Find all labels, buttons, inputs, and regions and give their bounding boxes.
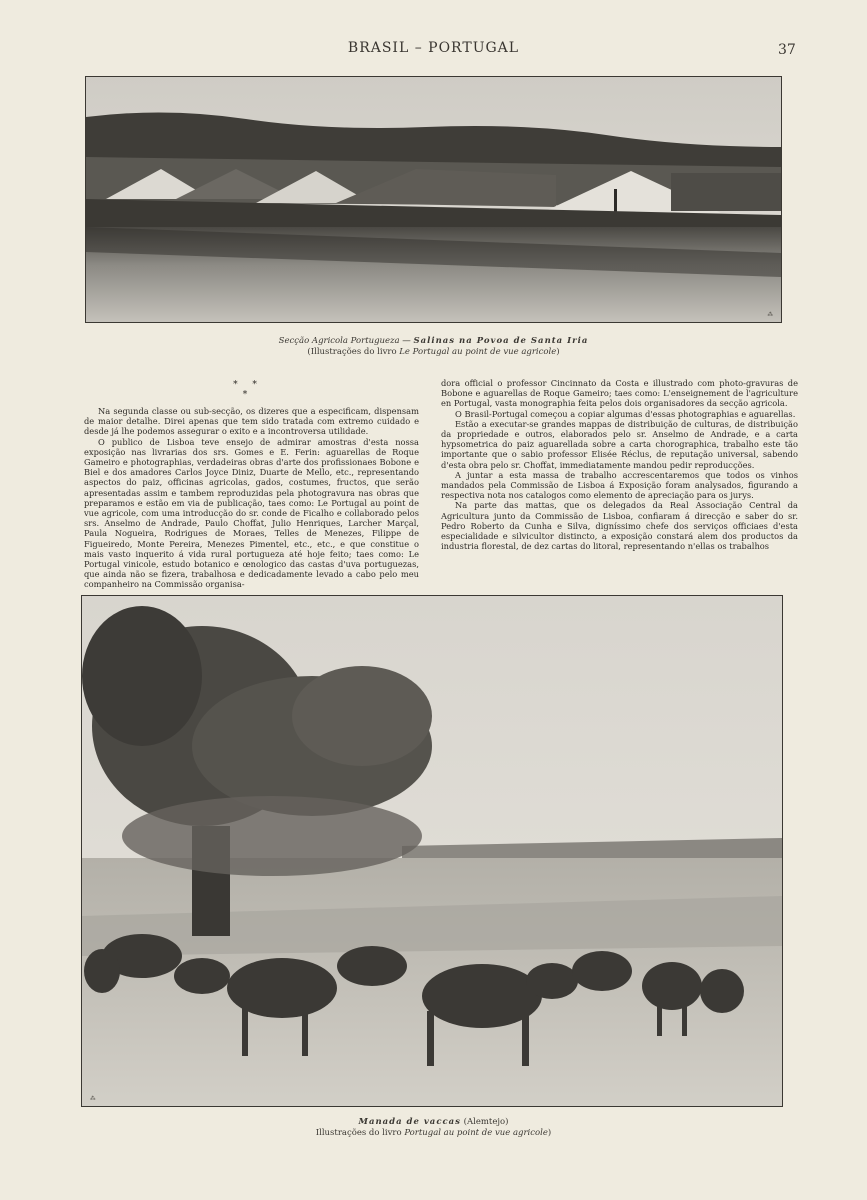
paragraph: Na segunda classe ou sub-secção, os dizeres que a especificam, dispensam de maior detalhe. Direi apenas que tem sido tratada com extremo cuidado e desde já lhe podemos assegurar o exito e a incontroversa utilidade.	[84, 406, 419, 437]
figure1-source-suffix: )	[556, 347, 560, 357]
section-asterism: * * *	[233, 380, 263, 400]
paragraph: A juntar a esta massa de trabalho accrescentaremos que todos os vinhos mandados pela Commissão de Lisboa á Exposição foram analysados, figurando a respectiva nota nos catalogos como elemento de apreciação para os jurys.	[441, 469, 798, 501]
figure2-source-prefix: Illustrações do livro	[315, 1128, 405, 1138]
photo-cow-herd	[81, 595, 783, 1107]
figure2-source-title: Portugal au point de vue agricole	[404, 1128, 548, 1138]
engraver-credit: ⁂	[90, 1096, 96, 1102]
text-column-right	[441, 378, 798, 573]
paragraph: Na parte das mattas, que os delegados da Real Associação Central da Agricultura junto da Commissão de Lisboa, confiaram á direcção e saber do sr. Pedro Roberto da Cunha e Silva, digníssimo chefe dos serviços officiaes d'esta especialidade e silvicultor distincto, a exposição constará alem dos productos da industria florestal, de dez cartas do litoral, representando n'ellas os trabalhos	[441, 500, 798, 552]
figure2-caption-title: Manada de vaccas	[358, 1117, 461, 1127]
figure1-caption-prefix: Secção Agricola Portugueza —	[278, 336, 411, 346]
figure2-caption-region: (Alemtejo)	[460, 1117, 509, 1127]
figure1-caption	[0, 336, 867, 358]
engraver-credit: ⁂	[767, 312, 773, 318]
figure1-source-prefix: (Illustrações do livro	[307, 347, 400, 357]
photo-salt-pans	[85, 76, 782, 323]
figure2-source-suffix: )	[547, 1128, 552, 1138]
figure1-caption-title: Salinas na Povoa de Santa Iria	[413, 336, 589, 346]
paragraph: Estão a executar-se grandes mappas de distribuição de culturas, de distribuição da propriedade e outros, elaborados pelo sr. Anselmo de Andrade, e a carta hypsometrica do paiz aguarellada sobre a carta chorographica, trabalho este tão importante que o sabio professor Elisée Réclus, de reputação universal, sabendo d'esta obra pelo sr. Choffat, immediatamente mandou pedir reproducções.	[441, 418, 798, 470]
running-header: BRASIL – PORTUGAL	[347, 40, 520, 56]
paragraph: dora official o professor Cincinnato da Costa e illustrado com photo-gravuras de Bobone e aguarellas de Roque Gameiro; taes como: L'enseignement de l'agriculture en Portugal, vasta monographia feita pelos dois organisadores da secção agricola.	[441, 378, 798, 409]
text-column-left	[84, 406, 419, 590]
paragraph: O Brasil-Portugal começou a copiar algumas d'essas photographias e aguarellas.	[455, 408, 796, 419]
figure2-caption	[0, 1117, 867, 1139]
paragraph: O publico de Lisboa teve ensejo de admirar amostras d'esta nossa exposição nas livrarias dos srs. Gomes e E. Ferin: aguarellas de Roque Gameiro e photographias, verdadeiras obras d'arte dos profissionaes Bobone e Biel e dos amadores Carlos Joyce Diniz, Duarte de Mello, etc., representando aspectos do paiz, officinas agricolas, gados, costumes, fructos, que serão apresentadas assim e tambem reproduzidas pela photogravura nas obras que preparamos e estão em via de publicação, taes como: Le Portugal au point de vue agricole, com uma introducção do sr. conde de Ficalho e collaborado pelos srs. Anselmo de Andrade, Paulo Choffat, Julio Henriques, Larcher Marçal, Paula Nogueira, Rodrigues de Moraes, Telles de Menezes, Filippe de Figueiredo, Monte Pereira, Menezes Pimentel, etc., etc., e que constitue o mais vasto inquerito á vida rural portugueza até hoje feito; taes como: Le Portugal vinicole, estudo botanico e œnologico das castas d'uva portuguezas, que ainda não se fizera, trabalhosa e dedicadamente levado a cabo pelo meu companheiro na Commissão organisa-	[84, 436, 419, 590]
figure1-source-title: Le Portugal au point de vue agricole	[399, 347, 557, 357]
page-number: 37	[778, 42, 796, 58]
